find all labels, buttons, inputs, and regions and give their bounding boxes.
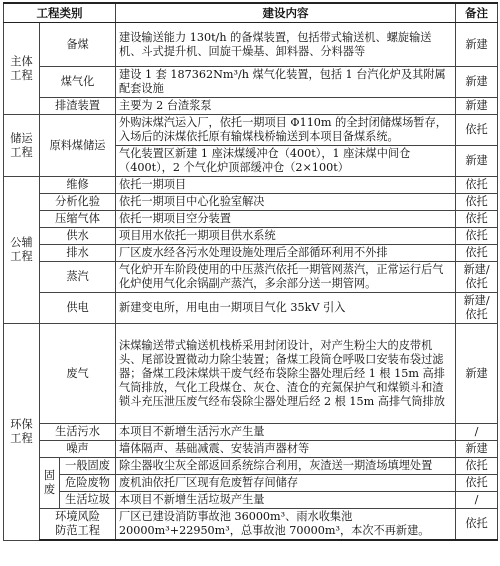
note-cell: 新建 <box>456 67 498 98</box>
note-cell: 依托 <box>456 475 498 492</box>
content-cell: 气化炉开车阶段使用的中压蒸汽依托一期管网蒸汽，正常运行后气化炉使用气化余锅副产蒸汽，多余部分送一期管网。 <box>116 262 456 293</box>
item-label: 煤气化 <box>40 67 116 98</box>
item-label: 供电 <box>40 293 116 324</box>
table-header-row <box>4 3 498 23</box>
note-cell: 新建 <box>456 324 498 424</box>
note-cell: 新建 <box>456 441 498 458</box>
table-row <box>4 492 498 509</box>
table-row <box>4 245 498 262</box>
content-cell: 墙体隔声、基础减震、安装消声器材等 <box>116 441 456 458</box>
content-cell: 主要为 2 台渣浆泵 <box>116 98 456 115</box>
note-cell: 依托 <box>456 245 498 262</box>
note-cell: / <box>456 492 498 509</box>
header-note: 备注 <box>456 3 498 23</box>
table-row <box>4 424 498 441</box>
note-cell: / <box>456 424 498 441</box>
content-cell: 厂区已建设消防事故池 36000m³、雨水收集池 20000m³+22950m³，总事故池 70000m³，本次不再新建。 <box>116 509 456 541</box>
item-label: 原料煤储运 <box>40 115 116 177</box>
item-label: 供水 <box>40 228 116 245</box>
table-row <box>4 441 498 458</box>
table-row <box>4 194 498 211</box>
table-row <box>4 211 498 228</box>
item-label: 一般固废 <box>60 458 116 475</box>
table-row <box>4 509 498 541</box>
note-cell: 依托 <box>456 211 498 228</box>
content-cell: 建设输送能力 130t/h 的备煤装置，包括带式输送机、螺旋输送机、斗式提升机、回旋干燥基、卸料器、分料器等 <box>116 23 456 67</box>
content-cell: 建设 1 套 187362Nm³/h 煤气化装置，包括 1 台汽化炉及其附属配套设施 <box>116 67 456 98</box>
table-row <box>4 228 498 245</box>
note-cell: 依托 <box>456 458 498 475</box>
content-cell: 本项目不新增生活污水产生量 <box>116 424 456 441</box>
table-row <box>4 262 498 293</box>
group-label: 公辅 工程 <box>4 177 40 324</box>
item-label: 生活垃圾 <box>60 492 116 509</box>
note-cell: 新建/依托 <box>456 293 498 324</box>
table-row <box>4 293 498 324</box>
item-label: 生活污水 <box>40 424 116 441</box>
note-cell: 新建/依托 <box>456 262 498 293</box>
table-row <box>4 115 498 146</box>
item-label: 排渣装置 <box>40 98 116 115</box>
item-label: 排水 <box>40 245 116 262</box>
item-label: 压缩气体 <box>40 211 116 228</box>
item-label: 备煤 <box>40 23 116 67</box>
content-cell: 项目用水依托一期项目供水系统 <box>116 228 456 245</box>
note-cell: 依托 <box>456 509 498 541</box>
content-cell: 除尘器收尘灰全部返回系统综合利用，灰渣送一期渣场填埋处置 <box>116 458 456 475</box>
header-content: 建设内容 <box>116 3 456 23</box>
note-cell: 依托 <box>456 115 498 146</box>
table-row <box>4 324 498 424</box>
content-cell: 依托一期项目空分装置 <box>116 211 456 228</box>
content-cell: 沫煤输送带式输送机栈桥采用封闭设计，对产生粉尘大的皮带机头、尾部设置微动力除尘装置；备煤工段筒仓呼吸口安装布袋过滤器；备煤工段沫煤烘干废气经布袋除尘器处理后经 1 根 15m 高排气筒排放，气化工段煤仓、灰仓、渣仓的充氮保护气和煤锁斗和渣锁斗充压泄压废气经布袋除尘器处理后经 2 根 15m 高排气筒排放 <box>116 324 456 424</box>
item-label: 危险废物 <box>60 475 116 492</box>
project-table <box>3 2 498 541</box>
content-cell: 依托一期项目中心化验室解决 <box>116 194 456 211</box>
table-row <box>4 23 498 67</box>
content-cell: 厂区废水经各污水处理设施处理后全部循环利用不外排 <box>116 245 456 262</box>
table-row <box>4 475 498 492</box>
group-label: 环保 工程 <box>4 324 40 541</box>
note-cell: 新建 <box>456 23 498 67</box>
note-cell: 依托 <box>456 177 498 194</box>
note-cell: 新建 <box>456 146 498 177</box>
note-cell: 依托 <box>456 194 498 211</box>
item-label: 噪声 <box>40 441 116 458</box>
note-cell: 依托 <box>456 228 498 245</box>
note-cell: 新建 <box>456 98 498 115</box>
content-cell: 外购沫煤汽运入厂，依托一期项目 Φ110m 的全封闭储煤场暂存，入场后的沫煤依托原有输煤栈桥输送到本项目备煤系统。 <box>116 115 456 146</box>
item-label: 环境风险 防范工程 <box>40 509 116 541</box>
table-row <box>4 67 498 98</box>
content-cell: 气化装置区新建 1 座沫煤缓冲仓（400t），1 座沫煤中间仓（400t），2 个气化炉顶部缓冲仓（2×100t） <box>116 146 456 177</box>
item-label: 废气 <box>40 324 116 424</box>
content-cell: 新建变电所，用电由一期项目气化 35kV 引入 <box>116 293 456 324</box>
group-label: 主体 工程 <box>4 23 40 115</box>
item-label: 维修 <box>40 177 116 194</box>
item-label: 蒸汽 <box>40 262 116 293</box>
table-row <box>4 177 498 194</box>
group-label: 储运 工程 <box>4 115 40 177</box>
content-cell: 废机油依托厂区现有危废暂存间储存 <box>116 475 456 492</box>
item-label: 分析化验 <box>40 194 116 211</box>
solid-waste-label: 固 废 <box>40 458 60 509</box>
header-category: 工程类别 <box>4 3 116 23</box>
table-row <box>4 458 498 475</box>
content-cell: 依托一期项目 <box>116 177 456 194</box>
table-row <box>4 98 498 115</box>
content-cell: 本项目不新增生活垃圾产生量 <box>116 492 456 509</box>
